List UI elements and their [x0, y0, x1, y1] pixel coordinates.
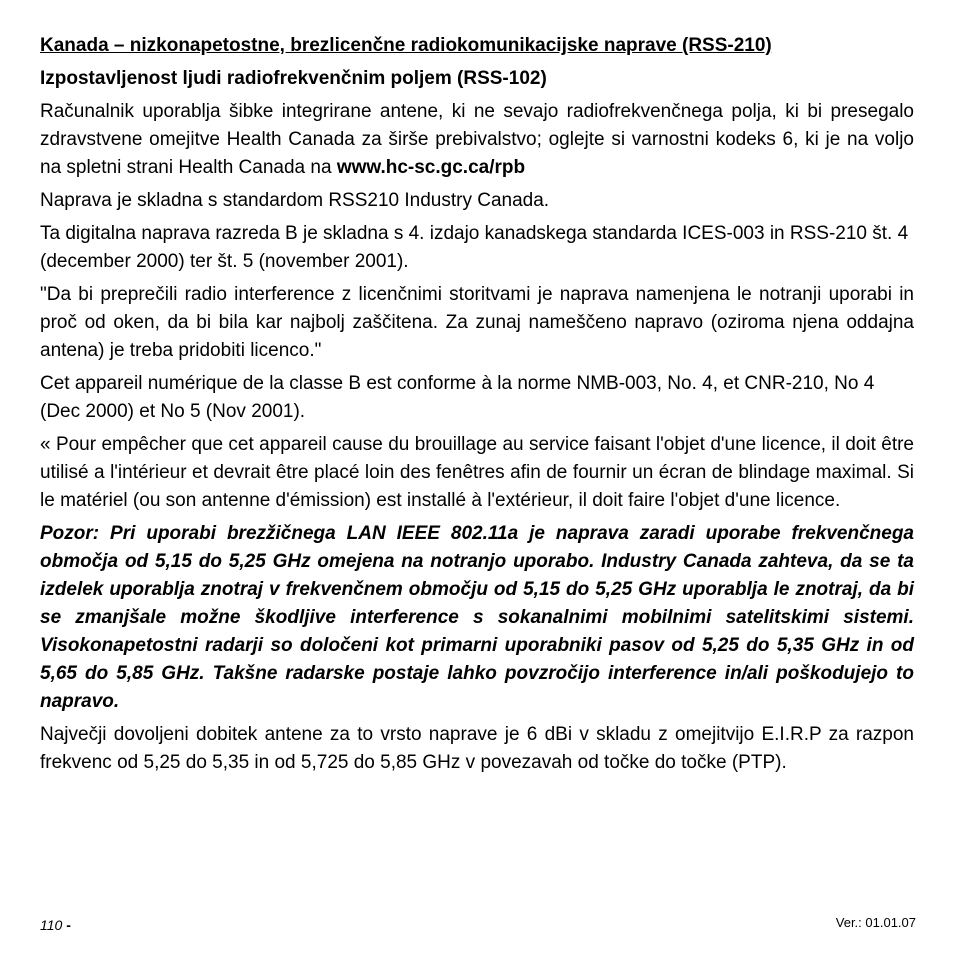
- paragraph-french-indoor-use: « Pour empêcher que cet appareil cause du brouillage au service faisant l'objet d'une licence, il doit être utilisé a l'intérieur et devrait être placé loin des fenêtres afin de fournir un écran de blindage maximal. Si le matériel (ou son antenne d'émission) est installé à l'extérieur, il doit faire l'objet d'une licence.: [40, 434, 914, 511]
- paragraph-indoor-use-quote: "Da bi preprečili radio interference z licenčnimi storitvami je naprava namenjena le notranji uporabi in proč od oken, da bi bila kar najbolj zaščitena. Za zunaj nameščeno napravo (oziroma njena oddajna antena) je treba pridobiti licenco.": [40, 284, 914, 361]
- section-subheading: Izpostavljenost ljudi radiofrekvenčnim poljem (RSS-102): [40, 68, 547, 89]
- section-heading: Kanada – nizkonapetostne, brezlicenčne radiokomunikacijske naprave (RSS-210): [40, 35, 772, 56]
- health-canada-url: www.hc-sc.gc.ca/rpb: [336, 157, 526, 178]
- paragraph-french-class-b: Cet appareil numérique de la classe B est conforme à la norme NMB-003, No. 4, et CNR-210, No 4 (Dec 2000) et No 5 (Nov 2001).: [40, 373, 875, 422]
- page-number-value: 110: [40, 917, 63, 933]
- page-number-separator: -: [66, 917, 71, 933]
- version-label: Ver.: 01.01.07: [835, 915, 916, 930]
- warning-wlan-80211a: Pozor: Pri uporabi brezžičnega LAN IEEE 802.11a je naprava zaradi uporabe frekvenčnega območja od 5,15 do 5,25 GHz omejena na notranjo uporabo. Industry Canada zahteva, da se ta izdelek uporablja znotraj v frekvenčnem območju od 5,15 do 5,25 GHz uporablja le znotraj, da bi se zmanjšale možne škodljive interference s sokanalnimi mobilnimi satelitskimi sistemi. Visokonapetostni radarji so določeni kot primarni uporabniki pasov od 5,25 do 5,35 GHz in od 5,65 do 5,85 GHz. Takšne radarske postaje lahko povzročijo interference in/ali poškodujejo to napravo.: [40, 523, 914, 712]
- paragraph-antenna-gain: Največji dovoljeni dobitek antene za to vrsto naprave je 6 dBi v skladu z omejitvijo E.I.R.P za razpon frekvenc od 5,25 do 5,35 in od 5,725 do 5,85 GHz v povezavah od točke do točke (PTP).: [40, 724, 914, 773]
- paragraph-class-b-compliance: Ta digitalna naprava razreda B je skladna s 4. izdajo kanadskega standarda ICES-003 in RSS-210 št. 4 (december 2000) ter št. 5 (november 2001).: [40, 223, 909, 272]
- paragraph-rf-exposure: [40, 98, 914, 182]
- paragraph-rss210-compliance: Naprava je skladna s standardom RSS210 Industry Canada.: [40, 190, 550, 211]
- page-number: [40, 917, 71, 933]
- document-page: [40, 32, 914, 782]
- paragraph-rf-exposure-text: Računalnik uporablja šibke integrirane antene, ki ne sevajo radiofrekvenčnega polja, ki bi presegalo zdravstvene omejitve Health Canada za širše prebivalstvo; oglejte si varnostni kodeks 6, ki je na voljo na spletni strani Health Canada na: [40, 101, 914, 178]
